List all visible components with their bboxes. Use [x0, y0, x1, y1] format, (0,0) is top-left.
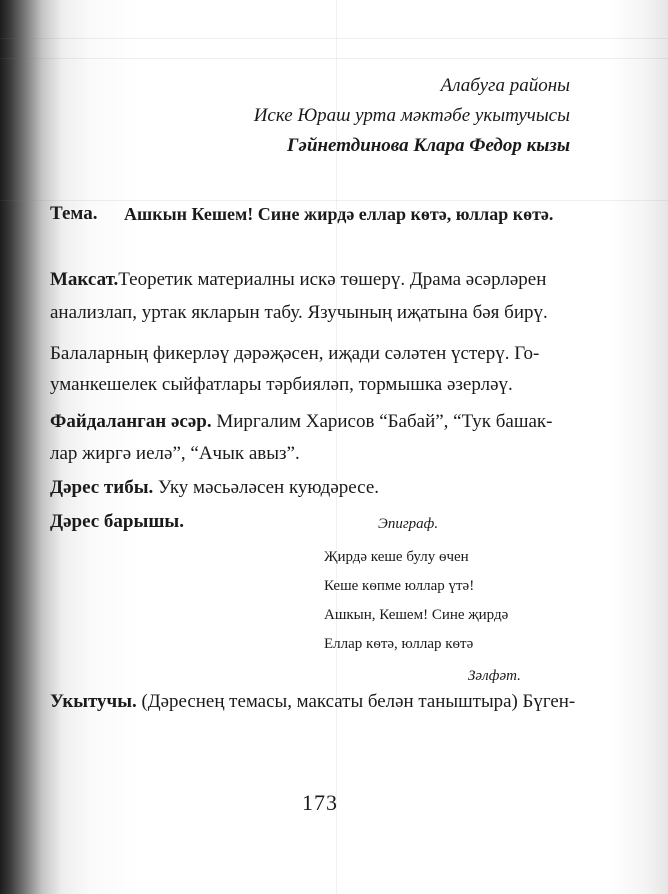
header-school: Иске Юраш урта мәктәбе укытучысы: [253, 105, 570, 126]
header-teacher: Гәйнетдинова Клара Федор кызы: [287, 135, 570, 156]
epigraph-heading: Эпиграф.: [378, 516, 439, 532]
work-line-2: лар жиргә иелә”, “Ачык авыз”.: [50, 443, 300, 464]
bleed-through-rule: [0, 58, 668, 59]
goal-line-3: Балаларның фикерләү дәрәҗәсен, иҗади сәләтен үстерү. Го-: [50, 343, 540, 364]
lesson-type-label: Дәрес тибы.: [50, 477, 154, 498]
lesson-type-text: Уку мәсьәләсен куюдәресе.: [153, 477, 380, 498]
bleed-through-rule: [0, 200, 668, 201]
goal-line-1: [50, 268, 546, 292]
epigraph-line-3: Ашкын, Кешем! Сине җирдә: [324, 607, 509, 623]
epigraph-line-4: Еллар кѳтә, юллар кѳтә: [324, 636, 474, 652]
goal-line-4: уманкешелек сыйфатлары тәрбияләп, тормышка әзерләү.: [50, 374, 513, 395]
epigraph-line-1: Җирдә кеше булу ѳчен: [324, 549, 469, 565]
teacher-label: Укытучы.: [50, 691, 137, 712]
epigraph-line-2: Кеше кѳпме юллар үтә!: [324, 578, 475, 594]
teacher-text: (Дәреснең темасы, максаты белән таныштыра) Бүген-: [136, 691, 576, 712]
header-district: Алабуга районы: [440, 75, 570, 96]
epigraph-author: Зәлфәт.: [468, 668, 521, 684]
page-number: 173: [302, 790, 338, 815]
work-label: Файдаланган әсәр.: [50, 411, 212, 432]
topic-text: Ашкын Кешем! Сине жирдә еллар кѳтә, юллар кѳтә.: [124, 204, 554, 224]
work-text-1: Миргалим Харисов “Бабай”, “Тук башак-: [211, 411, 553, 432]
topic-label: Тема.: [50, 203, 98, 224]
work-line-1: [50, 410, 552, 434]
lesson-course-label: Дәрес барышы.: [50, 511, 184, 532]
goal-text-1: Теоретик материалны искә тѳшерү. Драма әсәрләрен: [118, 269, 547, 290]
lesson-type-line: [50, 476, 379, 500]
goal-line-2: анализлап, уртак якларын табу. Язучының иҗатына бәя бирү.: [50, 302, 548, 323]
goal-label: Максат.: [50, 269, 119, 290]
bleed-through-rule: [0, 38, 668, 39]
teacher-line: [50, 690, 575, 714]
